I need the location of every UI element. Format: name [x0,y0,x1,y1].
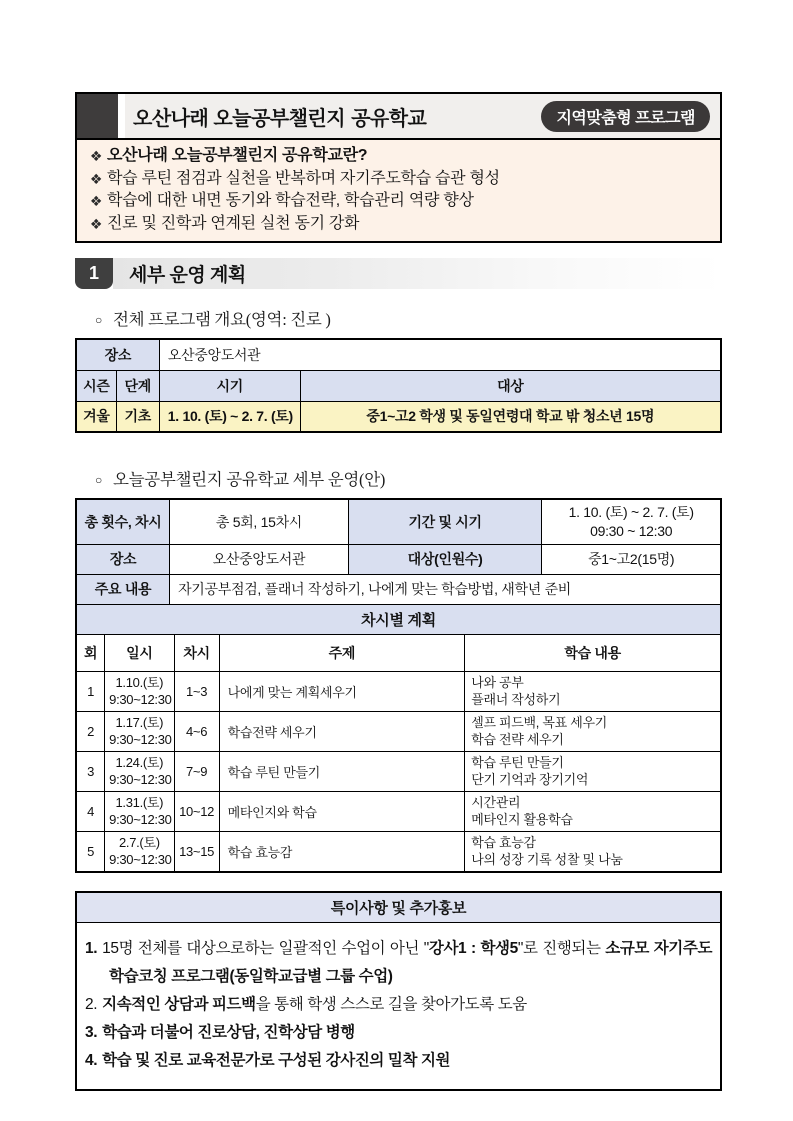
plan-header-row [77,635,720,671]
plan-topic-cell: 학습 루틴 만들기 [219,751,465,791]
diamond-bullet-icon: ❖ [89,193,103,209]
section-title: 세부 운영 계획 [113,258,722,289]
season-value-cell: 겨울 [77,401,116,431]
overview-table-frame [75,338,722,433]
col-header-sessions: 차시 [174,635,219,671]
note-item [85,935,712,991]
summary-bullet-text: 학습 루틴 점검과 실천을 반복하며 자기주도학습 습관 형성 [107,169,500,187]
plan-content-line: 나의 성장 기록 성찰 및 나눔 [471,852,623,868]
table-row [77,574,720,604]
document-content [75,92,722,1091]
period-value-cell [542,500,720,544]
overview-table [77,340,720,431]
session-plan-table [77,635,720,871]
plan-band-title: 차시별 계획 [77,604,720,635]
period-line-2: 09:30 ~ 12:30 [590,522,673,539]
plan-topic-cell: 나에게 맞는 계획세우기 [219,671,465,711]
plan-row [77,791,720,831]
plan-no-cell: 4 [77,791,105,831]
note-text: 지속적인 상담과 피드백을 통해 학생 스스로 길을 찾아가도록 도움 [102,996,527,1013]
plan-topic-cell: 학습전략 세우기 [219,711,465,751]
detail-heading-text: 오늘공부챌린지 공유학교 세부 운영(안) [112,470,386,489]
target-header-cell: 대상 [300,370,720,401]
plan-content-cell [465,671,720,711]
section-1-header [75,258,722,289]
header-accent-square [77,94,125,138]
plan-topic-cell: 학습 효능감 [219,831,465,871]
season-header-cell: 시즌 [77,370,116,401]
note-item [85,1019,712,1047]
note-text: 학습 및 진로 교육전문가로 구성된 강사진의 밀착 지원 [102,1052,451,1069]
note-item [85,1047,712,1075]
diamond-bullet-icon: ❖ [89,170,103,187]
diamond-bullet-icon: ❖ [89,215,103,232]
stage-value-cell: 기초 [116,401,159,431]
plan-row [77,751,720,791]
col-header-topic: 주제 [219,635,465,671]
plan-sessions-cell: 10~12 [174,791,219,831]
place-value-cell: 오산중앙도서관 [159,340,720,370]
program-title-suffix: 공유학교 [351,107,427,130]
program-title-bar [77,94,720,140]
plan-date: 1.17.(토) [115,714,164,730]
period-value-cell: 1. 10. (토) ~ 2. 7. (토) [159,401,300,431]
summary-bullet-text: 학습에 대한 내면 동기와 학습전략, 학습관리 역량 향상 [107,192,474,209]
plan-row [77,831,720,871]
program-summary-box [77,140,720,241]
plan-content-line: 학습 효능감 [471,834,536,850]
plan-content-line: 나와 공부 [471,674,524,690]
note-number: 1. [85,940,98,957]
note-item [85,991,712,1019]
plan-date: 1.10.(토) [115,674,164,690]
period-header-cell: 시기 [159,370,300,401]
note-text: 15명 전체를 대상으로하는 일괄적인 수업이 아닌 "강사1 : 학생5"로 진행되는 소규모 자기주도학습코칭 프로그램(동일학교급별 그룹 수업) [102,940,713,985]
plan-topic-cell: 메타인지와 학습 [219,791,465,831]
plan-content-line: 셀프 피드백, 목표 세우기 [471,714,608,730]
summary-bullet [85,145,712,168]
notes-box [75,891,722,1091]
plan-datetime-cell [105,831,174,871]
detail-info-table [77,500,720,604]
plan-content-line: 단기 기억과 장기기억 [471,772,589,787]
plan-content-line: 학습 루틴 만들기 [471,754,564,770]
col-header-no: 회 [77,635,105,671]
plan-datetime-cell [105,751,174,791]
period-line-1: 1. 10. (토) ~ 2. 7. (토) [568,503,694,520]
plan-no-cell: 5 [77,831,105,871]
notes-title: 특이사항 및 추가홍보 [77,893,720,923]
plan-content-line: 플래너 작성하기 [471,692,561,707]
circle-marker-icon: ○ [95,473,102,487]
plan-time: 9:30~12:30 [109,692,172,707]
plan-content-line: 시간관리 [471,794,521,810]
place-label-cell: 장소 [77,544,170,574]
place-label-cell: 장소 [77,340,159,370]
summary-bullet [85,168,712,191]
plan-no-cell: 2 [77,711,105,751]
note-number: 2. [85,996,98,1013]
plan-date: 1.31.(토) [115,794,164,810]
note-text: 학습과 더불어 진로상담, 진학상담 병행 [102,1024,355,1041]
circle-marker-icon: ○ [95,313,102,327]
plan-no-cell: 3 [77,751,105,791]
summary-bullet-text: 진로 및 진학과 연계된 실천 동기 강화 [107,214,360,232]
plan-time: 9:30~12:30 [109,812,172,827]
plan-date: 1.24.(토) [115,754,164,770]
plan-sessions-cell: 1~3 [174,671,219,711]
plan-sessions-cell: 7~9 [174,751,219,791]
plan-content-cell [465,791,720,831]
program-title-main: 오산나래 오늘공부챌린지 [133,107,346,130]
detail-table-frame [75,498,722,873]
notes-body [77,923,720,1089]
plan-content-line: 학습 전략 세우기 [471,732,564,747]
plan-time: 9:30~12:30 [109,772,172,787]
plan-content-cell [465,831,720,871]
summary-bullet [85,190,712,213]
detail-heading [75,466,722,490]
section-number-badge: 1 [75,258,113,289]
table-row [77,544,720,574]
plan-row [77,711,720,751]
plan-date: 2.7.(토) [118,834,160,850]
overview-heading-text: 전체 프로그램 개요(영역: 진로 ) [112,310,331,329]
content-label-cell: 주요 내용 [77,574,170,604]
plan-datetime-cell [105,671,174,711]
plan-datetime-cell [105,711,174,751]
plan-content-cell [465,711,720,751]
period-label-cell: 기간 및 시기 [348,500,542,544]
place-value-cell: 오산중앙도서관 [170,544,349,574]
plan-time: 9:30~12:30 [109,852,172,868]
content-value-cell: 자기공부점검, 플래너 작성하기, 나에게 맞는 학습방법, 새학년 준비 [170,574,720,604]
plan-datetime-cell [105,791,174,831]
col-header-content: 학습 내용 [465,635,720,671]
summary-bullet [85,213,712,236]
table-header-row [77,370,720,401]
table-row [77,401,720,431]
target-value-cell: 중1~고2 학생 및 동일연령대 학교 밖 청소년 15명 [300,401,720,431]
plan-sessions-cell: 4~6 [174,711,219,751]
diamond-bullet-icon: ❖ [89,148,103,164]
total-sessions-value-cell: 총 5회, 15차시 [170,500,349,544]
overview-heading [75,306,722,330]
stage-header-cell: 단계 [116,370,159,401]
plan-content-line: 메타인지 활용학습 [471,812,573,827]
plan-no-cell: 1 [77,671,105,711]
plan-time: 9:30~12:30 [109,732,172,747]
table-row [77,340,720,370]
target-label-cell: 대상(인원수) [348,544,542,574]
note-number: 4. [85,1052,98,1069]
note-number: 3. [85,1024,98,1041]
table-row [77,500,720,544]
summary-bullet-text: 오산나래 오늘공부챌린지 공유학교란? [107,147,368,164]
total-sessions-label-cell: 총 횟수, 차시 [77,500,170,544]
plan-row [77,671,720,711]
program-header [75,92,722,243]
plan-content-cell [465,751,720,791]
program-title [133,102,426,131]
program-type-badge: 지역맞춤형 프로그램 [541,101,710,132]
plan-sessions-cell: 13~15 [174,831,219,871]
target-value-cell: 중1~고2(15명) [542,544,720,574]
col-header-datetime: 일시 [105,635,174,671]
